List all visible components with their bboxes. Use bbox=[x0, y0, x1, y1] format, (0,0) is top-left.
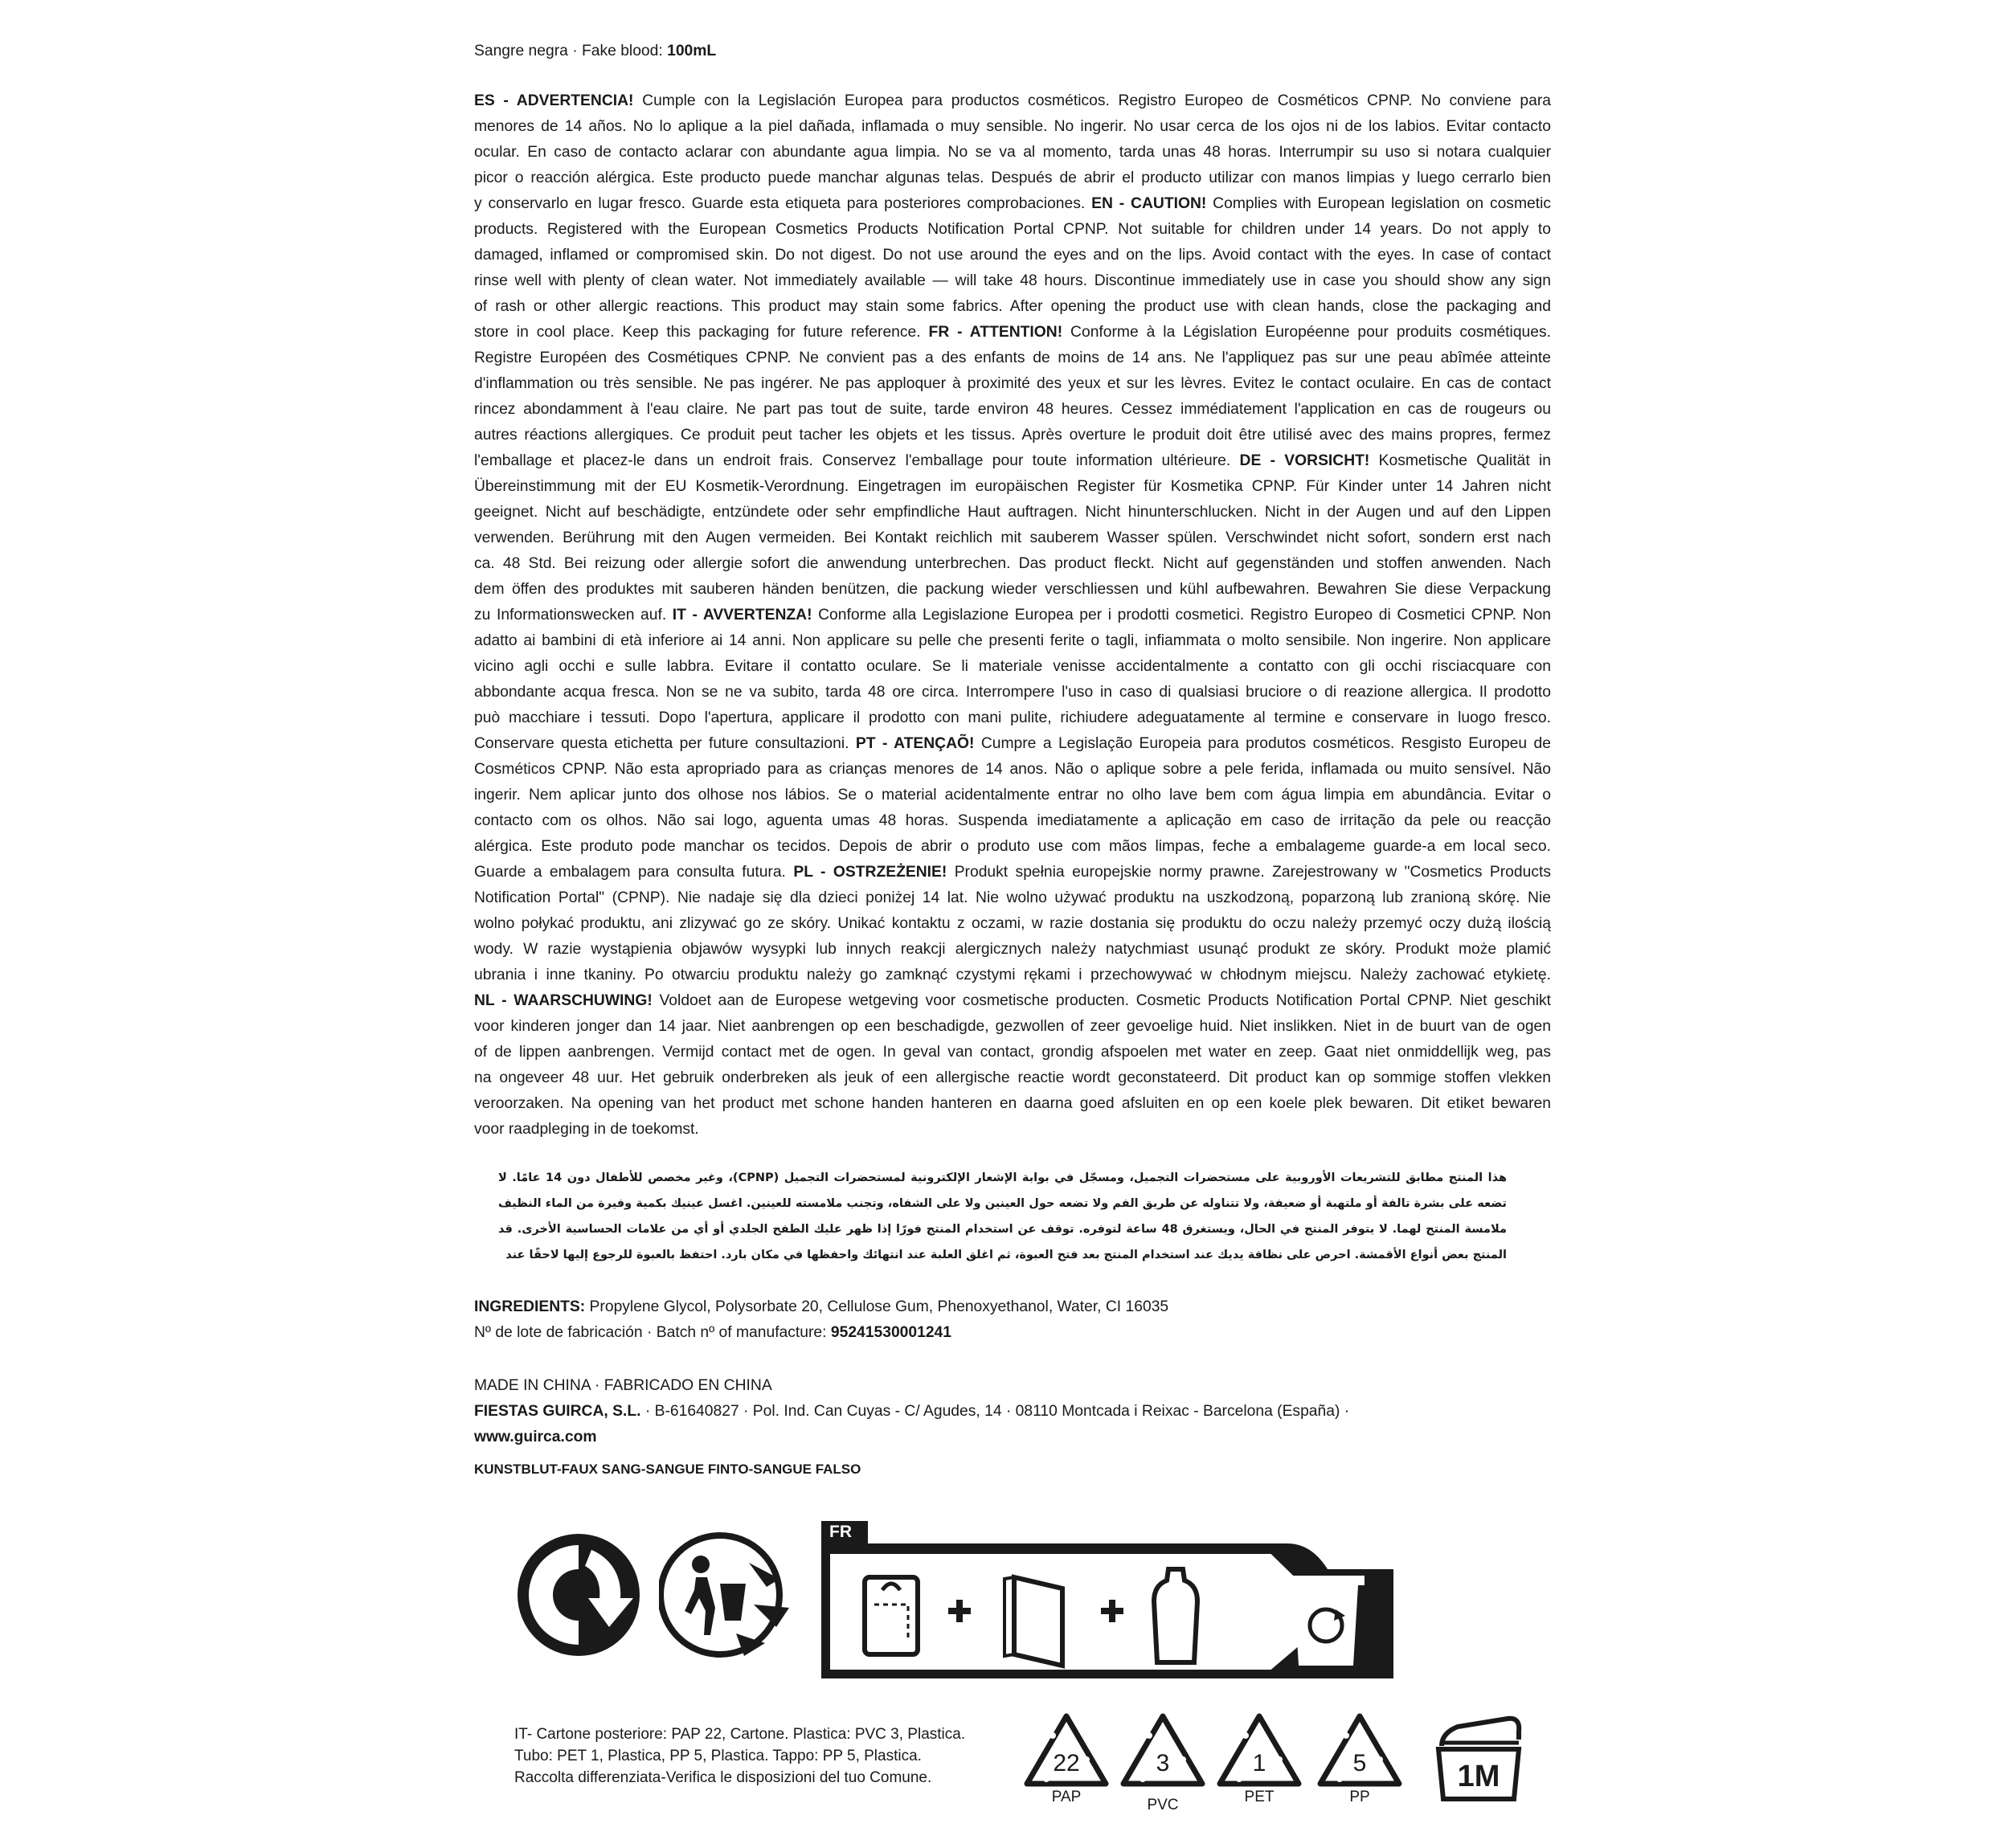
warning-line bbox=[474, 577, 1551, 603]
warning-heading: NL - WAARSCHUWING! bbox=[474, 992, 653, 1009]
warning-text: Produkt spełnia europejskie normy prawne. Zarejestrowany w "Cosmetics Products bbox=[947, 864, 1551, 881]
warning-line bbox=[474, 911, 1551, 937]
warning-text: na ongeveer 48 uur. Het gebruik onderbreken als jeuk of een allergische reactie wordt geconstateerd. Dit product kan op sommige stoffen vlekken bbox=[474, 1069, 1551, 1086]
recycling-code-label: PP bbox=[1349, 1789, 1370, 1805]
warning-text: l'emballage et placez-le dans un endroit frais. Conservez l'emballage pour toute information ultérieure. bbox=[474, 452, 1240, 469]
ingredients-label: INGREDIENTS: bbox=[474, 1298, 586, 1315]
warning-text: menores de 14 años. No lo aplique a la piel dañada, inflamada o muy sensible. No ingerir. No usar cerca de los ojos ni de los labios. Evitar contacto bbox=[474, 118, 1551, 135]
warning-heading: IT - AVVERTENZA! bbox=[672, 607, 812, 623]
arabic-line: تضعه على بشرة تالفة أو ملتهبة أو ضعيفة، ولا تتناوله عن طريق الفم ولا تضعه حول العينين ولا على الشفاه، وتجنب ملامسته للعينين. اغسل عينيك بكمية وفيرة من الماء النظيف bbox=[498, 1197, 1507, 1210]
warning-line bbox=[474, 217, 1551, 243]
warning-heading: ES - ADVERTENCIA! bbox=[474, 92, 634, 109]
warning-line bbox=[474, 423, 1551, 448]
warning-text: of rash or other allergic reactions. This product may stain some fabrics. After opening the product use with clean hands, close the packaging and bbox=[474, 298, 1551, 315]
warning-text: contacto com os olhos. Não sai logo, aguenta umas 48 horas. Suspenda imediatamente a aplicação em caso de irritação da pele ou reacção bbox=[474, 812, 1551, 829]
warning-text: adatto ai bambini di età inferiore ai 14 anni. Non applicare su pelle che presenti ferite o tagli, infiammata o molto sensibile. Non ingerire. Non applicare bbox=[474, 632, 1551, 649]
recycling-code-number: 1 bbox=[1252, 1750, 1266, 1776]
warning-line bbox=[474, 294, 1551, 320]
warning-text: rincez abondamment à l'eau claire. Ne part pas tout de suite, tarde environ 48 heures. Cessez immédiatement l'application en cas de rougeurs ou bbox=[474, 401, 1551, 418]
warning-text: Conforme à la Législation Européenne pour produits cosmétiques. bbox=[1062, 324, 1551, 341]
warning-line bbox=[474, 345, 1551, 371]
warning-line bbox=[474, 551, 1551, 577]
recycling-triangle-icon bbox=[1022, 1711, 1111, 1789]
warning-text: zu Informationswecken auf. bbox=[474, 607, 673, 623]
warning-text: damaged, inflamed or compromised skin. Do not digest. Do not use around the eyes and on the lips. Avoid contact with the eyes. In case of contact bbox=[474, 247, 1551, 264]
warning-text: veroorzaken. Na opening van het product met schone handen hanteren en daarna goed afsluiten en op een koele plek bewaren. Dit etiket bewaren bbox=[474, 1095, 1551, 1112]
arabic-line: هذا المنتج مطابق للتشريعات الأوروبية على مستحضرات التجميل، ومسجّل في بوابة الإشعار الإلكترونية لمستحضرات التجميل (CPNP)، وغير مخصص للأطفال دون 14 عامًا. لا bbox=[498, 1171, 1507, 1184]
warning-line bbox=[474, 1091, 1551, 1117]
warning-text: of de lippen aanbrengen. Vermijd contact met de ogen. In geval van contact, grondig afspoelen met water en zeep. Gaat niet onmiddellijk weg, pas bbox=[474, 1044, 1551, 1061]
recycling-triangle-icon bbox=[1119, 1711, 1207, 1789]
warning-line bbox=[474, 140, 1551, 166]
warning-text: wody. W razie wystąpienia objawów wysypki lub innych reakcji alergicznych należy natychmiast usunąć produkt ze skóry. Produkt może plamić bbox=[474, 941, 1551, 958]
warning-text: rinse well with plenty of clean water. Not immediately available — will take 48 hours. Discontinue immediately use in case you should show any sign bbox=[474, 272, 1551, 289]
warning-line bbox=[474, 500, 1551, 525]
warning-text: Conservare questa etichetta per future consultazioni. bbox=[474, 735, 856, 752]
warning-heading: EN - CAUTION! bbox=[1091, 195, 1207, 212]
origin-line: MADE IN CHINA · FABRICADO EN CHINA bbox=[474, 1377, 772, 1394]
recycling-note-line: IT- Cartone posteriore: PAP 22, Cartone. Plastica: PVC 3, Plastica. bbox=[514, 1726, 966, 1743]
warning-text: y conservarlo en lugar fresco. Guarde esta etiqueta para posteriores comprobaciones. bbox=[474, 195, 1092, 212]
batch-number: 95241530001241 bbox=[830, 1324, 952, 1341]
warning-line bbox=[474, 474, 1551, 500]
warning-text: Notification Portal" (CPNP). Nie nadaje się dla dzieci poniżej 14 lat. Nie wolno używać produktu na uszkodzoną, poparzoną lub zranioną skórę. Nie bbox=[474, 889, 1551, 906]
warning-text: verwenden. Berührung mit den Augen vermeiden. Bei Kontakt reichlich mit sauberem Wasser spülen. Verschwindet nicht sofort, sondern erst nach bbox=[474, 529, 1551, 546]
warning-heading: PT - ATENÇAÕ! bbox=[855, 735, 975, 752]
warning-text: Voldoet aan de Europese wetgeving voor cosmetische producten. Cosmetic Products Notification Portal CPNP. Niet geschikt bbox=[652, 992, 1551, 1009]
warning-text: Guarde a embalagem para consulta futura. bbox=[474, 864, 794, 881]
warning-text: products. Registered with the European Cosmetics Products Notification Portal CPNP. Not suitable for children under 14 years. Do not apply to bbox=[474, 221, 1551, 238]
warning-line bbox=[474, 166, 1551, 191]
warning-text: alérgica. Este produto pode manchar os tecidos. Depois de abrir o produto use com mãos limpas, feche a embalageme guarde-a em local seco. bbox=[474, 838, 1551, 855]
warning-text: Cosméticos CPNP. Não esta apropriado para as crianças menores de 14 anos. Não o aplique sobre a pele ferida, inflamada ou muito sensível. Não bbox=[474, 761, 1551, 778]
warning-line bbox=[474, 448, 1551, 474]
recycling-code-label: PVC bbox=[1147, 1797, 1179, 1813]
recycling-triangle-icon bbox=[1215, 1711, 1303, 1789]
warning-text: voor kinderen jonger dan 14 jaar. Niet aanbrengen op een beschadigde, gezwollen of zeer gevoelige huid. Niet inslikken. Niet in de buurt van de ogen bbox=[474, 1018, 1551, 1035]
warning-heading: DE - VORSICHT! bbox=[1239, 452, 1370, 469]
warning-line bbox=[474, 397, 1551, 423]
recycling-note bbox=[514, 1723, 965, 1789]
warning-text: voor raadpleging in de toekomst. bbox=[474, 1121, 699, 1138]
warning-line bbox=[474, 937, 1551, 963]
warning-line bbox=[474, 243, 1551, 268]
warning-text: può macchiare i tessuti. Dopo l'apertura, applicare il prodotto con mani pulite, richiudere adeguatamente al termine e conservare in luogo fresco. bbox=[474, 709, 1551, 726]
warning-line bbox=[474, 525, 1551, 551]
warnings-block bbox=[474, 88, 1551, 1143]
warning-text: Übereinstimmung mit der EU Kosmetik-Verordnung. Eingetragen im europäischen Register für Kosmetika CPNP. Für Kinder unter 14 Jahren nicht bbox=[474, 478, 1551, 495]
warning-line bbox=[474, 371, 1551, 397]
green-dot-icon bbox=[514, 1531, 643, 1659]
warning-line bbox=[474, 1117, 1551, 1143]
arabic-warning-block bbox=[498, 1165, 1507, 1268]
warning-line bbox=[474, 114, 1551, 140]
warning-text: Registre Européen des Cosmétiques CPNP. Ne convient pas a des enfants de moins de 14 ans. Ne l'appliquez pas sur une peau abîmée atteinte bbox=[474, 350, 1551, 366]
arabic-line: المنتج بعض أنواع الأقمشة. احرص على نظافة يديك عند استخدام المنتج بعد فتح العبوة، ثم اغلق العلبة عند انتهائك واحفظها في مكان بارد. احتفظ بالعبوة للرجوع إليها لاحقًا عند bbox=[505, 1249, 1507, 1261]
warning-text: Cumpre a Legislação Europeia para produtos cosméticos. Resgisto Europeu de bbox=[974, 735, 1551, 752]
warning-text: vicino agli occhi e sulle labbra. Evitare il contatto oculare. Se li materiale venisse accidentalmente a contatto con gli occhi risciacquare con bbox=[474, 658, 1551, 675]
batch-line bbox=[474, 1320, 1551, 1346]
warning-line bbox=[474, 268, 1551, 294]
warning-heading: FR - ATTENTION! bbox=[928, 324, 1063, 341]
warning-text: d'inflammation ou très sensible. Ne pas ingérer. Ne pas apploquer à proximité des yeux et sur les lèvres. Evitez le contact oculaire. En cas de contact bbox=[474, 375, 1551, 392]
warning-text: ingerir. Nem aplicar junto dos olhose nos lábios. Se o material acidentalmente entrar no olho lave bem com água limpia em abundância. Evitar o bbox=[474, 787, 1551, 803]
ingredients-line bbox=[474, 1294, 1551, 1320]
arabic-line: ملامسة المنتج لهما. لا يتوفر المنتج في الحال، ويستغرق 48 ساعة لتوفره. توقف عن استخدام المنتج فورًا إذا ظهر عليك الطفح الجلدي أو أي من علامات الحساسية الأخرى. قد bbox=[498, 1223, 1507, 1236]
warning-text: ocular. En caso de contacto aclarar con abundante agua limpia. No se va al momento, tarda unas 48 horas. Interrumpir su uso si notara cualquier bbox=[474, 144, 1551, 161]
warning-line bbox=[474, 834, 1551, 860]
warning-line bbox=[474, 705, 1551, 731]
warning-text: autres réactions allergiques. Ce produit peut tacher les objets et les tissus. Après overture le produit doit être utilisé avec des mains propres, fermez bbox=[474, 427, 1551, 444]
warning-text: Cumple con la Legislación Europea para productos cosméticos. Registro Europeo de Cosméticos CPNP. No conviene para bbox=[633, 92, 1551, 109]
warning-heading: PL - OSTRZEŻENIE! bbox=[793, 864, 947, 881]
recycling-code-label: PET bbox=[1244, 1789, 1275, 1805]
recycling-triangle-icon bbox=[1315, 1711, 1404, 1789]
warning-line bbox=[474, 860, 1551, 885]
translations-title: KUNSTBLUT-FAUX SANG-SANGUE FINTO-SANGUE FALSO bbox=[474, 1462, 861, 1477]
warning-line bbox=[474, 191, 1551, 217]
recycling-code-number: 5 bbox=[1352, 1750, 1367, 1776]
warning-text: Conforme alla Legislazione Europea per i prodotti cosmetici. Registro Europeo di Cosmetici CPNP. Non bbox=[812, 607, 1551, 623]
batch-label: Nº de lote de fabricación · Batch nº of manufacture: bbox=[474, 1324, 831, 1341]
recycling-note-line: Tubo: PET 1, Plastica, PP 5, Plastica. Tappo: PP 5, Plastica. bbox=[514, 1748, 922, 1764]
warning-text: Kosmetische Qualität in bbox=[1369, 452, 1551, 469]
warning-text: dem öffen des produktes mit sauberen händen benützen, die packung wieder verschliessen und kühl aufbewahren. Bewahren Sie diese Verpackung bbox=[474, 581, 1551, 598]
warning-line bbox=[474, 1065, 1551, 1091]
warning-line bbox=[474, 603, 1551, 628]
product-title bbox=[474, 39, 1551, 64]
warning-text: wolno połykać produktu, ani zlizywać go ze skóry. Unikać kontaktu z oczami, w razie dostania się produktu do oczu należy przemyć oczy dużą ilością bbox=[474, 915, 1551, 932]
warning-line bbox=[474, 731, 1551, 757]
product-name: Sangre negra · Fake blood: bbox=[474, 43, 668, 59]
recycling-code-number: 3 bbox=[1156, 1750, 1170, 1776]
warning-text: geeignet. Nicht auf beschädigte, entzündete oder sehr empfindliche Haut auftragen. Nicht hinunterschlucken. Nicht in der Augen und auf den Lippen bbox=[474, 504, 1551, 521]
warning-text: ubrania i inne tkaniny. Po otwarciu produktu należy go zamknąć czystymi rękami i przechowywać w chłodnym miejscu. Należy zachować etykietę. bbox=[474, 967, 1551, 983]
warning-line bbox=[474, 88, 1551, 114]
warning-text: ca. 48 Std. Bei reizung oder allergie sofort die anwendung unterbrechen. Das product fleckt. Nicht auf gegenständen und stoffen anwenden. Nach bbox=[474, 555, 1551, 572]
triman-country: FR bbox=[829, 1523, 852, 1541]
warning-line bbox=[474, 963, 1551, 988]
company-line bbox=[474, 1399, 1551, 1425]
warning-text: picor o reacción alérgica. Este producto puede manchar algunas telas. Después de abrir el producto utilizar con manos limpias y luego cerrarlo bien bbox=[474, 170, 1551, 186]
warning-line bbox=[474, 808, 1551, 834]
warning-line bbox=[474, 988, 1551, 1014]
warning-line bbox=[474, 1040, 1551, 1065]
company-name: FIESTAS GUIRCA, S.L. bbox=[474, 1403, 641, 1420]
warning-line bbox=[474, 783, 1551, 808]
warning-text: Complies with European legislation on cosmetic bbox=[1206, 195, 1551, 212]
warning-text: store in cool place. Keep this packaging for future reference. bbox=[474, 324, 929, 341]
company-address: · B-61640827 · Pol. Ind. Can Cuyas - C/ Agudes, 14 · 08110 Montcada i Reixac - Barcelona (España) · bbox=[640, 1403, 1350, 1420]
warning-line bbox=[474, 757, 1551, 783]
warning-line bbox=[474, 885, 1551, 911]
ingredients-text: Propylene Glycol, Polysorbate 20, Cellulose Gum, Phenoxyethanol, Water, CI 16035 bbox=[585, 1298, 1169, 1315]
company-website: www.guirca.com bbox=[474, 1429, 597, 1445]
warning-line bbox=[474, 320, 1551, 345]
recycling-code-label: PAP bbox=[1051, 1789, 1082, 1805]
tidyman-icon bbox=[659, 1531, 796, 1659]
recycling-note-line: Raccolta differenziata-Verifica le disposizioni del tuo Comune. bbox=[514, 1769, 932, 1786]
warning-line bbox=[474, 1014, 1551, 1040]
recycling-code-number: 22 bbox=[1053, 1750, 1080, 1776]
pao-label: 1M bbox=[1457, 1760, 1500, 1793]
warning-line bbox=[474, 680, 1551, 705]
warning-text: abbondante acqua fresca. Non se ne va subito, tarda 48 ore circa. Interrompere l'uso in caso di qualsiasi bruciore o di reazione allergica. Il prodotto bbox=[474, 684, 1551, 701]
product-volume: 100mL bbox=[667, 43, 717, 59]
warning-line bbox=[474, 628, 1551, 654]
triman-info-block bbox=[821, 1521, 1393, 1678]
warning-line bbox=[474, 654, 1551, 680]
